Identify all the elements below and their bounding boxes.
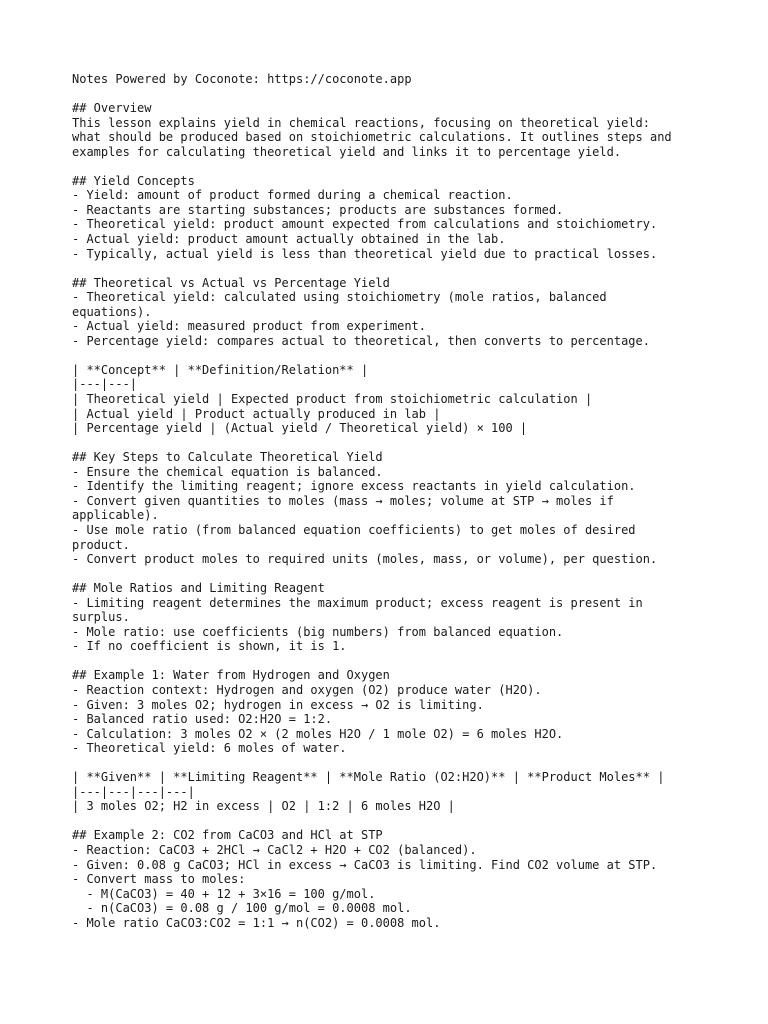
blank-line <box>72 348 732 363</box>
list-item: - Balanced ratio used: O2:H2O = 1:2. <box>72 712 333 727</box>
blank-line <box>72 756 732 771</box>
list-item: - M(CaCO3) = 40 + 12 + 3×16 = 100 g/mol. <box>72 886 376 901</box>
table-row: |---|---| <box>72 377 138 392</box>
table-row: | **Given** | **Limiting Reagent** | **Mole Ratio (O2:H2O)** | **Product Moles** | <box>72 770 665 785</box>
list-item: - Given: 3 moles O2; hydrogen in excess → O2 is limiting. <box>72 697 484 712</box>
list-item: - Percentage yield: compares actual to theoretical, then converts to percentage. <box>72 333 650 348</box>
document-body <box>72 72 732 930</box>
section-heading: ## Overview <box>72 101 152 116</box>
blank-line <box>72 159 732 174</box>
list-item: - Theoretical yield: 6 moles of water. <box>72 741 347 756</box>
list-item: - Ensure the chemical equation is balanced. <box>72 464 383 479</box>
text-line: product. <box>72 537 130 552</box>
list-item: - Typically, actual yield is less than theoretical yield due to practical losses. <box>72 246 658 261</box>
list-item: - Limiting reagent determines the maximum product; excess reagent is present in <box>72 595 643 610</box>
source-note: Notes Powered by Coconote: https://coconote.app <box>72 72 412 86</box>
blank-line <box>72 436 732 451</box>
text-line: examples for calculating theoretical yield and links it to percentage yield. <box>72 144 622 159</box>
section-heading: ## Example 2: CO2 from CaCO3 and HCl at STP <box>72 828 383 843</box>
list-item: - Reaction: CaCO3 + 2HCl → CaCl2 + H2O + CO2 (balanced). <box>72 842 477 857</box>
list-item: - Theoretical yield: calculated using stoichiometry (mole ratios, balanced <box>72 290 607 305</box>
list-item: - Actual yield: measured product from experiment. <box>72 319 427 334</box>
table-row: | 3 moles O2; H2 in excess | O2 | 1:2 | 6 moles H2O | <box>72 799 455 814</box>
list-item: - Theoretical yield: product amount expected from calculations and stoichiometry. <box>72 217 658 232</box>
blank-line <box>72 654 732 669</box>
list-item: - If no coefficient is shown, it is 1. <box>72 639 347 654</box>
list-item: - Given: 0.08 g CaCO3; HCl in excess → CaCO3 is limiting. Find CO2 volume at STP. <box>72 857 658 872</box>
list-item: - Convert given quantities to moles (mass → moles; volume at STP → moles if <box>72 493 614 508</box>
table-row: | Actual yield | Product actually produced in lab | <box>72 406 441 421</box>
table-row: | Percentage yield | (Actual yield / Theoretical yield) × 100 | <box>72 421 528 436</box>
list-item: - Mole ratio CaCO3:CO2 = 1:1 → n(CO2) = 0.0008 mol. <box>72 915 441 930</box>
list-item: - Convert mass to moles: <box>72 872 246 887</box>
blank-line <box>72 261 732 276</box>
list-item: - n(CaCO3) = 0.08 g / 100 g/mol = 0.0008 mol. <box>72 901 412 916</box>
list-item: - Reactants are starting substances; products are substances formed. <box>72 202 564 217</box>
blank-line <box>72 567 732 582</box>
text-line: equations). <box>72 304 152 319</box>
list-item: - Convert product moles to required units (moles, mass, or volume), per question. <box>72 552 658 567</box>
table-row: | Theoretical yield | Expected product from stoichiometric calculation | <box>72 392 593 407</box>
list-item: - Reaction context: Hydrogen and oxygen (O2) produce water (H2O). <box>72 682 542 697</box>
table-row: |---|---|---|---| <box>72 784 195 799</box>
list-item: - Identify the limiting reagent; ignore excess reactants in yield calculation. <box>72 479 636 494</box>
section-heading: ## Key Steps to Calculate Theoretical Yield <box>72 450 383 465</box>
text-line: surplus. <box>72 610 130 625</box>
text-line: This lesson explains yield in chemical reactions, focusing on theoretical yield: <box>72 115 650 130</box>
section-heading: ## Example 1: Water from Hydrogen and Oxygen <box>72 668 390 683</box>
list-item: - Mole ratio: use coefficients (big numbers) from balanced equation. <box>72 624 564 639</box>
section-heading: ## Theoretical vs Actual vs Percentage Yield <box>72 275 390 290</box>
list-item: - Use mole ratio (from balanced equation coefficients) to get moles of desired <box>72 522 636 537</box>
text-line: applicable). <box>72 508 159 523</box>
list-item: - Yield: amount of product formed during a chemical reaction. <box>72 188 513 203</box>
blank-line <box>72 814 732 829</box>
list-item: - Actual yield: product amount actually obtained in the lab. <box>72 232 506 247</box>
list-item: - Calculation: 3 moles O2 × (2 moles H2O / 1 mole O2) = 6 moles H2O. <box>72 726 564 741</box>
section-heading: ## Mole Ratios and Limiting Reagent <box>72 581 325 596</box>
blank-line <box>72 87 732 102</box>
table-row: | **Concept** | **Definition/Relation** | <box>72 362 369 377</box>
section-heading: ## Yield Concepts <box>72 173 195 188</box>
text-line: what should be produced based on stoichiometric calculations. It outlines steps and <box>72 130 672 145</box>
